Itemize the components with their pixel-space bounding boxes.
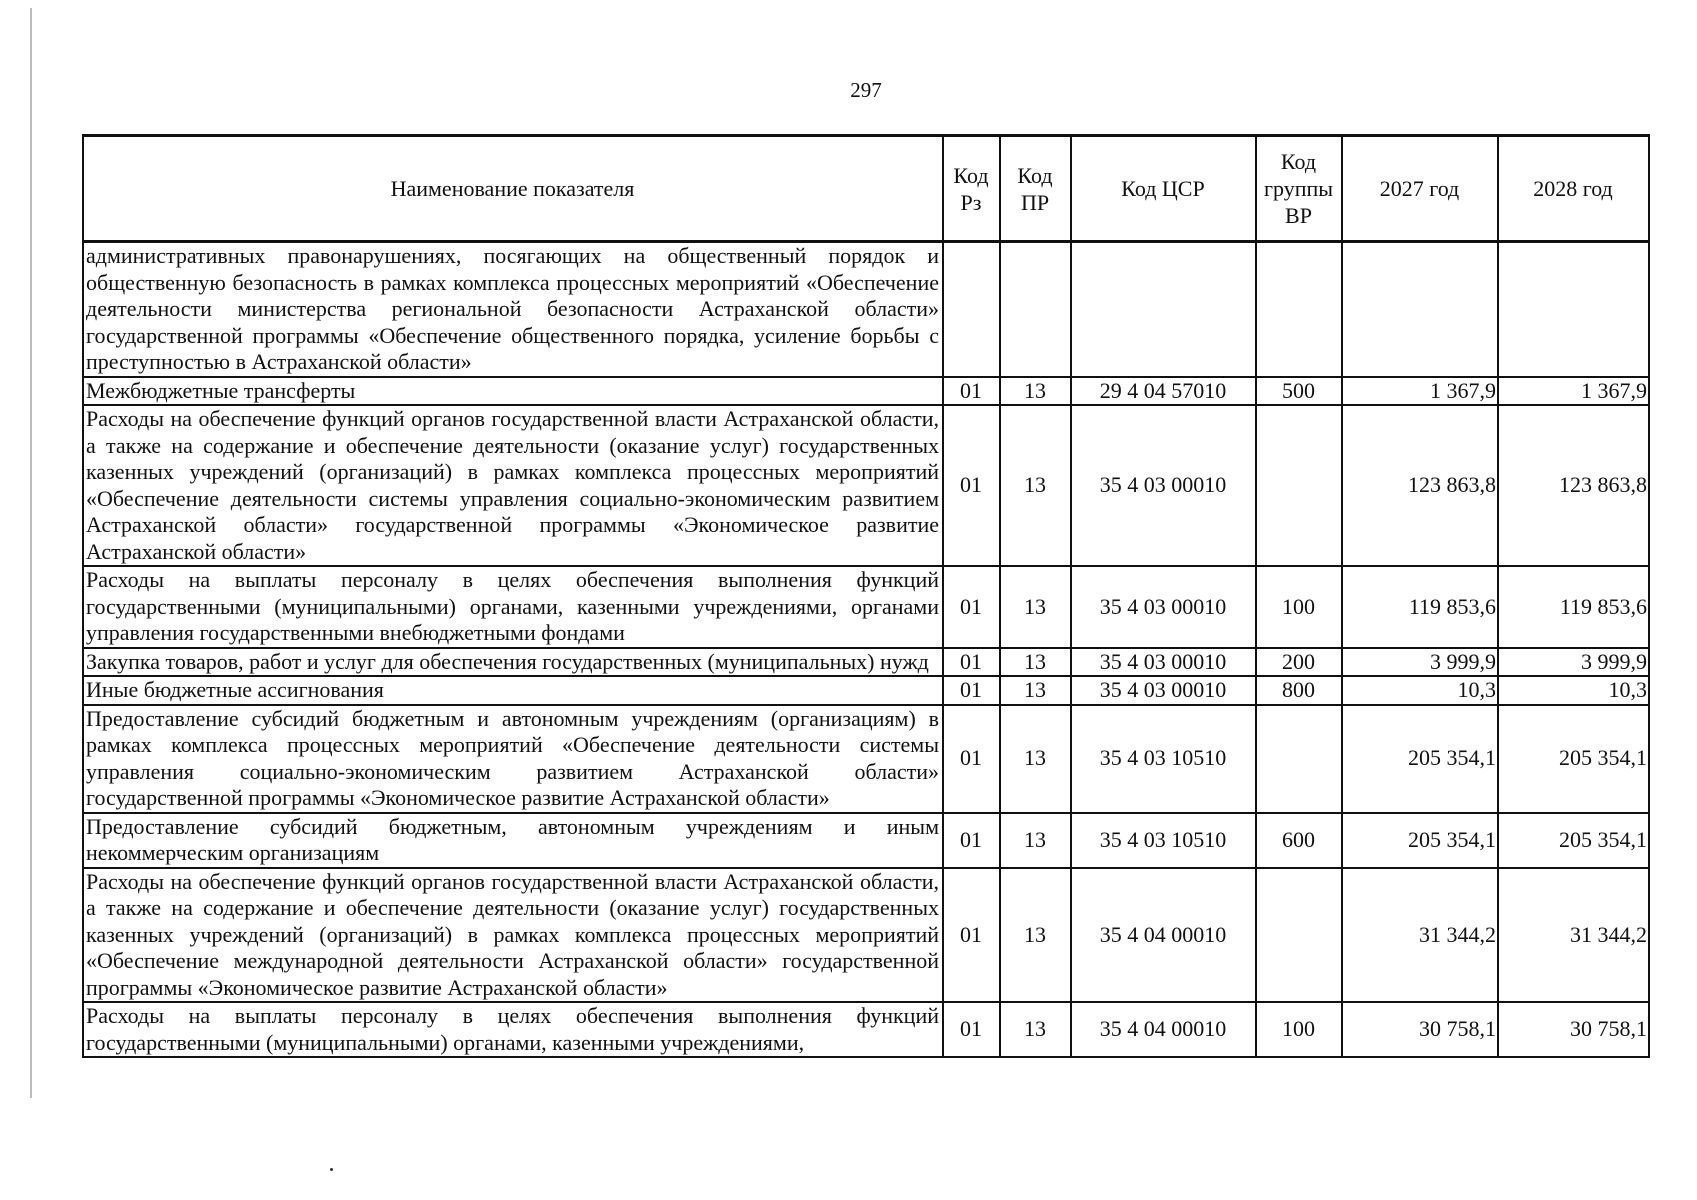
row-rz [943, 242, 1000, 377]
row-2028: 119 853,6 [1498, 566, 1649, 648]
header-rz: Код Рз [943, 136, 1000, 242]
row-csr: 35 4 03 00010 [1071, 676, 1256, 705]
row-rz: 01 [943, 648, 1000, 677]
table-row [83, 705, 1649, 813]
row-csr: 35 4 03 00010 [1071, 648, 1256, 677]
row-vr: 100 [1256, 566, 1342, 648]
header-2028: 2028 год [1498, 136, 1649, 242]
row-csr: 35 4 03 00010 [1071, 405, 1256, 566]
row-pr: 13 [1000, 868, 1071, 1003]
row-2028: 3 999,9 [1498, 648, 1649, 677]
row-2027: 31 344,2 [1342, 868, 1498, 1003]
row-vr [1256, 242, 1342, 377]
row-2028: 205 354,1 [1498, 705, 1649, 813]
row-2027: 30 758,1 [1342, 1002, 1498, 1057]
row-vr [1256, 405, 1342, 566]
row-csr: 29 4 04 57010 [1071, 377, 1256, 406]
row-pr: 13 [1000, 676, 1071, 705]
row-2027: 205 354,1 [1342, 813, 1498, 868]
row-name: Расходы на выплаты персоналу в целях обеспечения выполнения функций государственными (муниципальными) органами, казенными учреждениями, [83, 1002, 943, 1057]
row-rz: 01 [943, 705, 1000, 813]
row-rz: 01 [943, 1002, 1000, 1057]
row-pr: 13 [1000, 566, 1071, 648]
row-csr [1071, 242, 1256, 377]
row-2028: 1 367,9 [1498, 377, 1649, 406]
table-row [83, 648, 1649, 677]
row-rz: 01 [943, 813, 1000, 868]
row-vr [1256, 705, 1342, 813]
budget-table [82, 134, 1650, 1058]
row-2027: 1 367,9 [1342, 377, 1498, 406]
row-vr: 500 [1256, 377, 1342, 406]
row-rz: 01 [943, 676, 1000, 705]
row-rz: 01 [943, 868, 1000, 1003]
header-pr: Код ПР [1000, 136, 1071, 242]
row-pr: 13 [1000, 377, 1071, 406]
row-name: Расходы на обеспечение функций органов государственной власти Астраханской области, а также на содержание и обеспечение деятельности (оказание услуг) государственных казенных учреждений (организаций) в рамках комплекса процессных мероприятий «Обеспечение деятельности системы управления социально-экономическим развитием Астраханской области» государственной программы «Экономическое развитие Астраханской области» [83, 405, 943, 566]
table-row [83, 405, 1649, 566]
row-2027: 10,3 [1342, 676, 1498, 705]
row-name: Расходы на обеспечение функций органов государственной власти Астраханской области, а также на содержание и обеспечение деятельности (оказание услуг) государственных казенных учреждений (организаций) в рамках комплекса процессных мероприятий «Обеспечение международной деятельности Астраханской области» государственной программы «Экономическое развитие Астраханской области» [83, 868, 943, 1003]
row-pr: 13 [1000, 648, 1071, 677]
row-name: Межбюджетные трансферты [83, 377, 943, 406]
row-pr: 13 [1000, 813, 1071, 868]
row-2027: 3 999,9 [1342, 648, 1498, 677]
scan-speck [330, 1168, 333, 1171]
row-2028: 123 863,8 [1498, 405, 1649, 566]
row-csr: 35 4 03 10510 [1071, 705, 1256, 813]
table-header-row [83, 136, 1649, 242]
row-name: Закупка товаров, работ и услуг для обеспечения государственных (муниципальных) нужд [83, 648, 943, 677]
table-row [83, 566, 1649, 648]
row-name: административных правонарушениях, посягающих на общественный порядок и общественную безопасность в рамках комплекса процессных мероприятий «Обеспечение деятельности министерства региональной безопасности Астраханской области» государственной программы «Обеспечение общественного порядка, усиление борьбы с преступностью в Астраханской области» [83, 242, 943, 377]
row-csr: 35 4 03 00010 [1071, 566, 1256, 648]
row-vr: 100 [1256, 1002, 1342, 1057]
row-name: Иные бюджетные ассигнования [83, 676, 943, 705]
row-2027 [1342, 242, 1498, 377]
row-rz: 01 [943, 405, 1000, 566]
row-pr: 13 [1000, 405, 1071, 566]
row-rz: 01 [943, 377, 1000, 406]
row-csr: 35 4 04 00010 [1071, 1002, 1256, 1057]
row-name: Предоставление субсидий бюджетным, автономным учреждениям и иным некоммерческим организациям [83, 813, 943, 868]
row-name: Расходы на выплаты персоналу в целях обеспечения выполнения функций государственными (муниципальными) органами, казенными учреждениями, органами управления государственными внебюджетными фондами [83, 566, 943, 648]
table-row [83, 813, 1649, 868]
row-vr: 800 [1256, 676, 1342, 705]
row-2028: 30 758,1 [1498, 1002, 1649, 1057]
header-name: Наименование показателя [83, 136, 943, 242]
row-rz: 01 [943, 566, 1000, 648]
row-vr: 600 [1256, 813, 1342, 868]
row-pr [1000, 242, 1071, 377]
header-2027: 2027 год [1342, 136, 1498, 242]
row-name: Предоставление субсидий бюджетным и автономным учреждениям (организациям) в рамках комплекса процессных мероприятий «Обеспечение деятельности системы управления социально-экономическим развитием Астраханской области» государственной программы «Экономическое развитие Астраханской области» [83, 705, 943, 813]
row-2027: 123 863,8 [1342, 405, 1498, 566]
row-2028: 31 344,2 [1498, 868, 1649, 1003]
table-row [83, 242, 1649, 377]
table-row [83, 377, 1649, 406]
page-number: 297 [850, 78, 882, 102]
row-2028: 10,3 [1498, 676, 1649, 705]
table-row [83, 676, 1649, 705]
header-vr: Код группы ВР [1256, 136, 1342, 242]
row-2028: 205 354,1 [1498, 813, 1649, 868]
page-left-edge-line [30, 8, 32, 1098]
row-vr: 200 [1256, 648, 1342, 677]
row-pr: 13 [1000, 705, 1071, 813]
row-2028 [1498, 242, 1649, 377]
row-vr [1256, 868, 1342, 1003]
row-2027: 119 853,6 [1342, 566, 1498, 648]
header-csr: Код ЦСР [1071, 136, 1256, 242]
row-2027: 205 354,1 [1342, 705, 1498, 813]
row-csr: 35 4 03 10510 [1071, 813, 1256, 868]
table-row [83, 1002, 1649, 1057]
table-row [83, 868, 1649, 1003]
row-pr: 13 [1000, 1002, 1071, 1057]
row-csr: 35 4 04 00010 [1071, 868, 1256, 1003]
